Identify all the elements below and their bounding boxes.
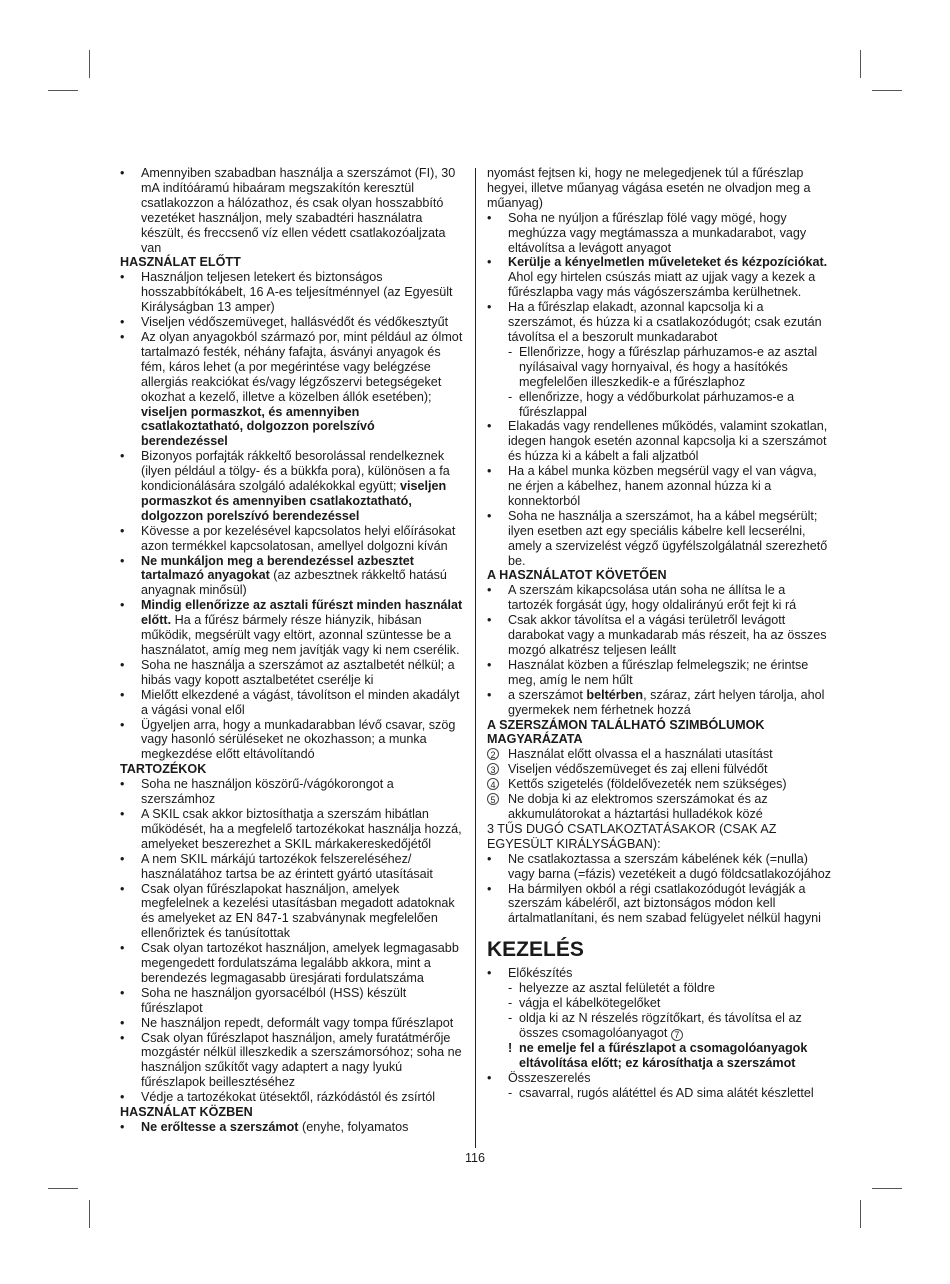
warning-item: ! ne emelje fel a fűrészlapot a csomagolóanyagok eltávolítása előtt; ez károsíthatja a szerszámot: [487, 1041, 832, 1071]
item-text: Soha ne használjon köszörű-/vágókorongot a szerszámhoz: [141, 777, 394, 807]
list-item: [120, 941, 464, 986]
list-item: [120, 1031, 464, 1091]
list-item: [487, 852, 832, 882]
item-emphasis: Kerülje a kényelmetlen műveleteket és kézpozíciókat.: [508, 255, 828, 270]
item-text: (enyhe, folyamatos: [298, 1120, 409, 1134]
list-item: [487, 658, 832, 688]
symbol-item: [487, 777, 832, 792]
list-item: [487, 1071, 832, 1086]
item-text: , száraz, zárt helyen tárolja, ahol gyermekek nem férhetnek hozzá: [508, 687, 825, 717]
list-item: [120, 1120, 464, 1135]
item-text: A SKIL csak akkor biztosíthatja a szerszám hibátlan működését, ha a megfelelő tartozékokat használja hozzá, amelyeket beszerezhet a SKIL márkakereskedőjétől: [141, 806, 462, 851]
section-heading: HASZNÁLAT ELŐTT: [120, 255, 241, 270]
list-item: [120, 449, 464, 524]
item-emphasis: Mindig ellenőrizze az asztali fűrészt minden használat előtt.: [141, 598, 463, 628]
item-emphasis: viseljen pormaszkot, és amennyiben csatlakoztatható, dolgozzon porelszívó berendezéssel: [141, 404, 375, 449]
sub-list-item: - csavarral, rugós alátéttel és AD sima alátét készlettel: [487, 1086, 832, 1101]
list-item: [120, 1090, 464, 1105]
list-item: [487, 882, 832, 927]
list-item: [487, 966, 832, 981]
item-text: Védje a tartozékokat ütésektől, rázkódástól és zsírtól: [141, 1090, 436, 1105]
list-item: [487, 613, 832, 658]
list-item: [487, 255, 832, 300]
list-item: [487, 464, 832, 509]
item-text: A szerszám kikapcsolása után soha ne állítsa le a tartozék forgását úgy, hogy oldalirányú erőt fejt ki rá: [508, 583, 797, 613]
symbol-text: Viseljen védőszemüveget és zaj elleni fülvédőt: [508, 762, 768, 777]
symbol-text: Kettős szigetelés (földelővezeték nem szükséges): [508, 777, 787, 792]
item-text: Ne csatlakoztassa a szerszám kábelének kék (=nulla) vagy barna (=fázis) vezetékeit a dugó földcsatlakozójához: [508, 851, 832, 881]
list-item: [487, 419, 832, 464]
item-text: Ha a kábel munka közben megsérül vagy el van vágva, ne érjen a kábelhez, hanem azonnal húzza ki a konnektorból: [508, 464, 817, 508]
list-item: [120, 807, 464, 852]
crop-mark: [48, 90, 78, 91]
list-item: [120, 524, 464, 554]
item-text: Ha a fűrész bármely része hiányzik, hibásan működik, megsérült vagy eltört, azonnal szüntesse be a használatot, amíg meg nem javítják vagy ki nem cserélik.: [141, 613, 460, 657]
list-item: [487, 300, 832, 345]
item-text: Amennyiben szabadban használja a szerszámot (FI), 30 mA indítóáramú hibaáram megszakítón keresztül csatlakozzon a hálózathoz, és csak olyan hosszabbító vezetéket használjon, mely szabadtéri használatra készült, és freccsenő víz ellen védett csatlakozóaljzata van: [141, 166, 456, 255]
sub-list-item: - Ellenőrizze, hogy a fűrészlap párhuzamos-e az asztal nyílásaival vagy hornyaival, és hogy a hasítókés megfelelően illeszkedik-e a fűrészlaphoz: [487, 345, 832, 390]
crop-mark: [860, 1200, 861, 1228]
circled-number-icon: 3: [487, 763, 499, 775]
circled-number-icon: 4: [487, 778, 499, 790]
item-text: (az azbesztnek rákkeltő hatású anyagnak minősül): [141, 568, 447, 598]
sub-list-item: - vágja el kábelkötegelőket: [487, 996, 832, 1011]
list-item: [120, 598, 464, 658]
item-text: Ahol egy hirtelen csúszás miatt az ujjak vagy a kezek a fűrészlapba vagy más vágószerszámba kerülhetnek.: [508, 270, 816, 300]
right-column: [487, 166, 832, 1100]
section-heading: HASZNÁLAT KÖZBEN: [120, 1105, 253, 1120]
sub-list-item: [487, 1011, 832, 1041]
list-item: [120, 777, 464, 807]
circled-number-icon: 2: [487, 748, 499, 760]
list-item: [487, 509, 832, 569]
list-item: [120, 882, 464, 942]
page-number: 116: [464, 1151, 486, 1165]
circled-number-icon: 5: [487, 793, 499, 805]
item-text: Soha ne használja a szerszámot, ha a kábel megsérült; ilyen esetben azt egy speciális kábelre kell lecserélni, amely a szervizelést végző ügyfélszolgálatnál szerezhető be.: [508, 508, 828, 568]
paragraph-text: nyomást fejtsen ki, hogy ne melegedjenek túl a fűrészlap hegyei, illetve műanyag vágása esetén ne olvadjon meg a műanyag): [487, 166, 811, 210]
crop-mark: [89, 50, 90, 78]
symbol-item: [487, 792, 832, 822]
item-text: a szerszámot: [508, 687, 587, 702]
symbol-item: [487, 762, 832, 777]
item-emphasis: beltérben: [586, 687, 644, 702]
list-item: [487, 583, 832, 613]
circled-number-icon: 7: [671, 1029, 683, 1041]
item-text: Előkészítés: [508, 966, 573, 981]
list-item: [120, 554, 464, 599]
item-text: A nem SKIL márkájú tartozékok felszereléséhez/ használatához tartsa be az érintett gyártó utasításait: [141, 851, 433, 881]
item-text: Elakadás vagy rendellenes működés, valamint szokatlan, idegen hangok esetén azonnal kapcsolja ki a szerszámot és húzza ki a kábelt a fali aljzatból: [508, 419, 828, 464]
item-text: Soha ne nyúljon a fűrészlap fölé vagy mögé, hogy meghúzza vagy megtámassza a munkadarabot, vagy eltávolítsa a levágott anyagot: [508, 210, 807, 255]
crop-mark: [89, 1200, 90, 1228]
item-emphasis: Ne erőltesse a szerszámot: [141, 1120, 299, 1134]
column-divider: [475, 168, 476, 1148]
list-item: [120, 166, 464, 255]
item-emphasis: Ne munkáljon meg a berendezéssel azbesztet tartalmazó anyagokat: [141, 553, 414, 583]
list-item: [120, 315, 464, 330]
paragraph-text: 3 TŰS DUGÓ CSATLAKOZTATÁSAKOR (CSAK AZ EGYESÜLT KIRÁLYSÁGBAN):: [487, 821, 777, 851]
crop-mark: [872, 1188, 902, 1189]
item-text: Mielőtt elkezdené a vágást, távolítson el minden akadályt a vágási vonal elől: [141, 687, 460, 717]
item-text: Soha ne használja a szerszámot az asztalbetét nélkül; a hibás vagy kopott asztalbetétet cserélje ki: [141, 657, 455, 687]
item-text: Viseljen védőszemüveget, hallásvédőt és védőkesztyűt: [141, 315, 449, 330]
list-item: [120, 688, 464, 718]
item-text: Ha a fűrészlap elakadt, azonnal kapcsolja ki a szerszámot, és húzza ki a csatlakozódugót; csak ezután távolítsa el a beszorult munkadarabot: [508, 300, 822, 344]
item-text: Használjon teljesen letekert és biztonságos hosszabbítókábelt, 16 A-es teljesítménnyel (az Egyesült Királyságban 13 amper): [141, 270, 453, 315]
item-text: Használat közben a fűrészlap felmelegszik; ne érintse meg, amíg le nem hűlt: [508, 657, 809, 687]
symbol-text: Ne dobja ki az elektromos szerszámokat és az akkumulátorokat a háztartási hulladékok közé: [508, 792, 768, 821]
symbol-text: Használat előtt olvassa el a használati utasítást: [508, 747, 773, 762]
list-item: [120, 852, 464, 882]
item-text: Kövesse a por kezelésével kapcsolatos helyi előírásokat azon termékkel kapcsolatosan, amellyel dolgozni kíván: [141, 523, 456, 553]
sub-list-item: - ellenőrizze, hogy a védőburkolat párhuzamos-e a fűrészlappal: [487, 390, 832, 420]
item-text: Csak akkor távolítsa el a vágási területről levágott darabokat vagy a munkadarab más részeit, ha az összes mozgó alkatrész teljesen leállt: [508, 613, 827, 657]
crop-mark: [48, 1188, 78, 1189]
item-text: Ha bármilyen okból a régi csatlakozódugót levágják a szerszám kábeléről, azt biztonságos módon kell ártalmatlanítani, és nem szabad felügyelet nélkül hagyni: [508, 881, 821, 926]
section-heading: TARTOZÉKOK: [120, 762, 207, 777]
section-heading: A HASZNÁLATOT KÖVETŐEN: [487, 568, 667, 583]
item-text: Soha ne használjon gyorsacélból (HSS) készült fűrészlapot: [141, 985, 407, 1015]
item-text: Ne használjon repedt, deformált vagy tompa fűrészlapot: [141, 1015, 454, 1030]
list-item: [120, 330, 464, 449]
section-heading: A SZERSZÁMON TALÁLHATÓ SZIMBÓLUMOK MAGYARÁZATA: [487, 717, 765, 747]
list-item: [120, 718, 464, 763]
item-text: oldja ki az N részelés rögzítőkart, és távolítsa el az összes csomagolóanyagot: [519, 1010, 802, 1040]
symbol-item: [487, 747, 832, 762]
item-emphasis: viseljen pormaszkot és amennyiben csatlakoztatható, dolgozzon porelszívó berendezéssel: [141, 479, 447, 523]
list-item: [120, 986, 464, 1016]
item-text: Az olyan anyagokból származó por, mint például az ólmot tartalmazó festék, néhány fafajta, ásványi anyagok és fém, káros lehet (a por megérintése vagy belégzése allergiás reakciókat és/vagy légzőszervi betegségeket okozhat a kezelő, illetve a közelben állók esetében);: [141, 329, 463, 404]
item-text: Csak olyan tartozékot használjon, amelyek legmagasabb megengedett fordulatszáma legalább akkora, mint a berendezés legmagasabb üresjárati fordulatszáma: [141, 941, 459, 985]
left-column: [120, 166, 464, 1135]
item-text: Ügyeljen arra, hogy a munkadarabban lévő csavar, szög vagy hasonló sérüléseket ne okozhasson; a munka megkezdése előtt eltávolítandó: [141, 717, 456, 762]
item-text: Összeszerelés: [508, 1070, 591, 1085]
sub-list-item: - helyezze az asztal felületét a földre: [487, 981, 832, 996]
list-item: [487, 688, 832, 718]
crop-mark: [860, 50, 861, 78]
item-text: Csak olyan fűrészlapokat használjon, amelyek megfelelnek a kezelési utasításban megadott adatoknak és amelyeket az EN 847-1 szabványnak megfelelően ellenőriztek és tanúsítottak: [141, 881, 455, 941]
list-item: [120, 270, 464, 315]
crop-mark: [872, 90, 902, 91]
list-item: [120, 1016, 464, 1031]
item-text: Csak olyan fűrészlapot használjon, amely furatátmérője mozgástér nélkül illeszkedik a szerszámorsóhoz; soha ne használjon szűkítőt vagy adaptert a nagy lyukú fűrészlapok beillesztéséhez: [141, 1030, 462, 1090]
item-text: Bizonyos porfajták rákkeltő besorolással rendelkeznek (ilyen például a tölgy- és a bükkfa pora), különösen a fa kondicionálására szolgáló adalékokkal együtt;: [141, 449, 450, 494]
chapter-title: KEZELÉS: [487, 938, 584, 962]
list-item: [487, 211, 832, 256]
list-item: [120, 658, 464, 688]
